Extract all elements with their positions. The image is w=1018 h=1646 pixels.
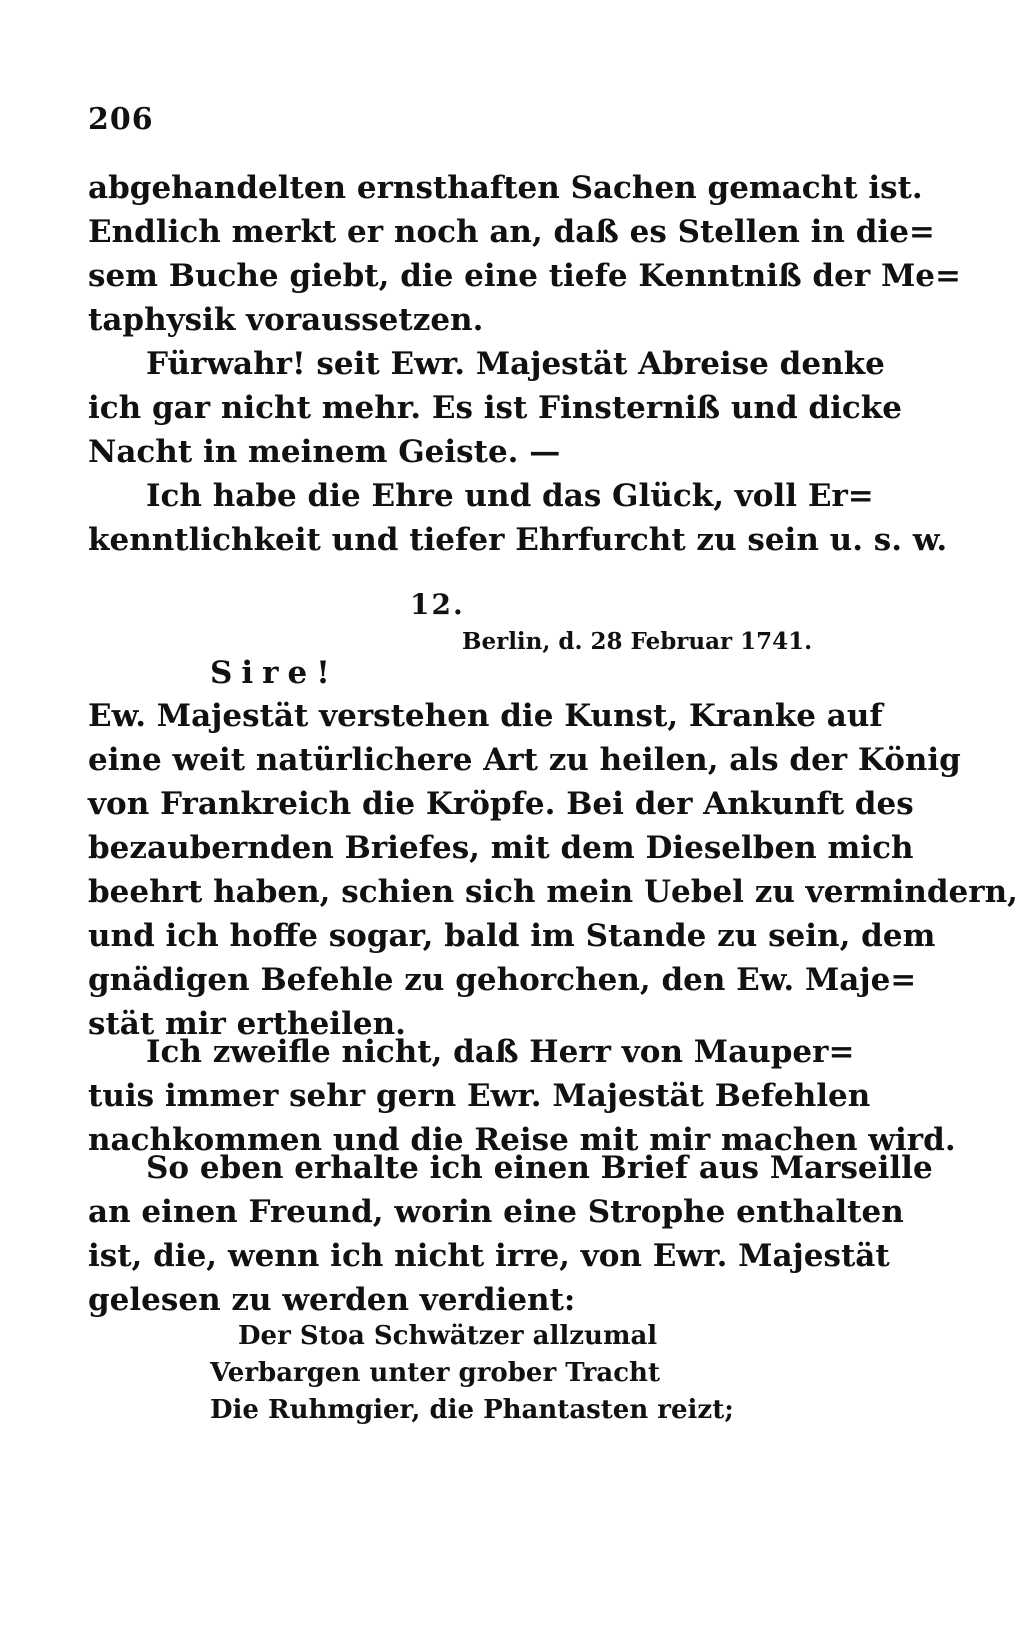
salutation: Sire! bbox=[210, 655, 339, 691]
paragraph-kunst bbox=[88, 694, 1018, 1046]
text-line: Ew. Majestät verstehen die Kunst, Kranke auf bbox=[88, 698, 883, 734]
text-line: Ich zweifle nicht, daß Herr von Mauper= bbox=[146, 1034, 855, 1070]
paragraph-marseille bbox=[88, 1146, 933, 1322]
text-line: an einen Freund, worin eine Strophe enthalten bbox=[88, 1194, 904, 1230]
text-line: tuis immer sehr gern Ewr. Majestät Befehlen bbox=[88, 1078, 871, 1114]
paragraph-continuation bbox=[88, 166, 961, 342]
text-line: von Frankreich die Kröpfe. Bei der Ankunft des bbox=[88, 786, 914, 822]
text-line: ist, die, wenn ich nicht irre, von Ewr. Majestät bbox=[88, 1238, 890, 1274]
text-line: gnädigen Befehle zu gehorchen, den Ew. Maje= bbox=[88, 962, 917, 998]
text-line: und ich hoffe sogar, bald im Stande zu sein, dem bbox=[88, 918, 936, 954]
page-number: 206 bbox=[88, 102, 154, 137]
letter-number: 12. bbox=[410, 588, 465, 621]
paragraph-closing bbox=[88, 474, 948, 562]
text-line: bezaubernden Briefes, mit dem Dieselben mich bbox=[88, 830, 914, 866]
text-line: kenntlichkeit und tiefer Ehrfurcht zu sein u. s. w. bbox=[88, 522, 948, 558]
text-line: Endlich merkt er noch an, daß es Stellen in die= bbox=[88, 214, 935, 250]
poem-line: Verbargen unter grober Tracht bbox=[210, 1358, 660, 1388]
text-line: So eben erhalte ich einen Brief aus Marseille bbox=[146, 1150, 933, 1186]
text-line: stät mir ertheilen. bbox=[88, 1006, 406, 1042]
text-line: Ich habe die Ehre und das Glück, voll Er= bbox=[146, 478, 874, 514]
text-line: beehrt haben, schien sich mein Uebel zu vermindern, bbox=[88, 874, 1018, 910]
text-line: taphysik voraussetzen. bbox=[88, 302, 484, 338]
poem-line: Der Stoa Schwätzer allzumal bbox=[238, 1321, 658, 1351]
poem-stanza bbox=[210, 1318, 734, 1429]
text-line: abgehandelten ernsthaften Sachen gemacht ist. bbox=[88, 170, 923, 206]
dateline: Berlin, d. 28 Februar 1741. bbox=[462, 628, 813, 655]
text-line: eine weit natürlichere Art zu heilen, als der König bbox=[88, 742, 961, 778]
text-line: Nacht in meinem Geiste. — bbox=[88, 434, 561, 470]
text-line: gelesen zu werden verdient: bbox=[88, 1282, 576, 1318]
text-line: nachkommen und die Reise mit mir machen wird. bbox=[88, 1122, 956, 1158]
paragraph-maupertuis bbox=[88, 1030, 956, 1162]
text-line: Fürwahr! seit Ewr. Majestät Abreise denke bbox=[146, 346, 885, 382]
text-line: sem Buche giebt, die eine tiefe Kenntniß der Me= bbox=[88, 258, 961, 294]
poem-line: Die Ruhmgier, die Phantasten reizt; bbox=[210, 1395, 734, 1425]
paragraph-abreise bbox=[88, 342, 902, 474]
text-line: ich gar nicht mehr. Es ist Finsterniß und dicke bbox=[88, 390, 902, 426]
